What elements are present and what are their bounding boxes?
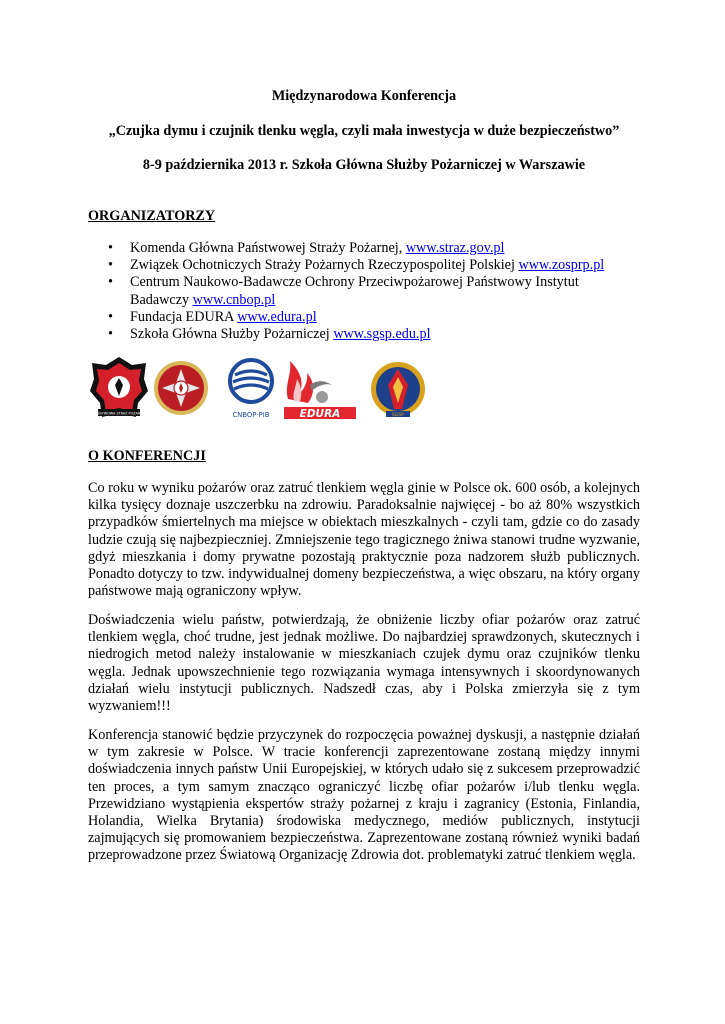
organizer-name: Szkoła Główna Służby Pożarniczej [130, 326, 334, 343]
cnbop-logo [224, 355, 278, 421]
organizer-link[interactable]: www.zosprp.pl [518, 257, 605, 274]
bullet-icon: • [108, 240, 113, 256]
psp-logo [88, 355, 150, 421]
organizer-name: Komenda Główna Państwowej Straży Pożarnej, [130, 240, 406, 256]
organizers-list [88, 240, 640, 343]
conference-name-title: „Czujka dymu i czujnik tlenku węgla, czyli mała inwestycja w duże bezpieczeństwo” [108, 123, 620, 139]
conference-date-venue: 8-9 października 2013 r. Szkoła Główna Służby Pożarniczej w Warszawie [142, 157, 586, 173]
edura-logo [280, 355, 360, 421]
list-item [88, 240, 640, 257]
about-paragraph-2: Doświadczenia wielu państw, potwierdzają, że obniżenie liczby ofiar pożarów oraz zatruć tlenkiem węgla, choć trudne, jest jednak możliwe. Do najbardziej sprawdzonych, skutecznych i niedrogich metod należy instalowanie w mieszkaniach czujek dymu oraz czujników tlenku węgla. Jednak upowszechnienie tego rozwiązania wymaga intensywnych i skoordynowanych działań wielu instytucji publicznych. Nadszedł czas, aby i Polska zmierzyła się z tym wyzwaniem!!! [88, 612, 640, 715]
organizer-name: Centrum Naukowo-Badawcze Ochrony Przeciwpożarowej Państwowy Instytut Badawczy [130, 274, 579, 308]
bullet-icon: • [108, 308, 113, 325]
about-paragraph-3: Konferencja stanowić będzie przyczynek do rozpoczęcia poważnej dyskusji, a następnie działań w tym zakresie w Polsce. W tracie konferencji zaprezentowane zostaną między innymi doświadczenia innych państw Unii Europejskiej, w których udało się z sukcesem przeprowadzić ten proces, a tym samym znacząco ograniczyć liczbę ofiar pożarów i/lub tlenku węgla. Przewidziano wystąpienia ekspertów straży pożarnej z kraju i zagranicy (Estonia, Finlandia, Holandia, Wielka Brytania) środowiska medycznego, mediów publicznych, instytucji zajmujących się promowaniem bezpieczeństwa. Zaprezentowane zostaną również wyniki badań przeprowadzone przez Światową Organizację Zdrowia dot. problematyki zatruć tlenkiem węgla. [88, 727, 640, 864]
smoke-icon [310, 381, 332, 391]
list-item [88, 274, 640, 308]
sgsp-logo [368, 355, 428, 421]
list-item [88, 257, 640, 274]
about-paragraph-1: Co roku w wyniku pożarów oraz zatruć tlenkiem węgla ginie w Polsce ok. 600 osób, a kolejnych kilka tysięcy doznaje uszczerbku na zdrowiu. Paradoksalnie najwięcej - bo aż 80% wszystkich przypadków śmiertelnych ma miejsce w obiektach mieszkalnych - czyli tam, gdzie co do zasady ludzie czują się najbezpieczniej. Zmniejszenie tego tragicznego żniwa stanowi trudne wyzwanie, gdyż mieszkania i domy prywatne pozostają praktycznie poza nadzorem służb publicznych. Ponadto dotyczy to tzw. indywidualnej domeny bezpieczeństwa, a więc obszaru, na który organy państwowe mają ograniczony wpływ. [88, 480, 640, 600]
bullet-icon: • [108, 274, 113, 291]
organizer-name: Fundacja EDURA [130, 308, 238, 325]
bullet-icon: • [108, 326, 113, 343]
about-heading: O KONFERENCJI [88, 448, 206, 464]
organizer-name: Związek Ochotniczych Straży Pożarnych Rzeczypospolitej Polskiej [130, 257, 519, 274]
conference-type-title: Międzynarodowa Konferencja [271, 88, 457, 104]
organizers-heading: ORGANIZATORZY [88, 208, 216, 224]
sgsp-logo-text: SGSP [392, 413, 404, 418]
organizer-logos [88, 355, 640, 425]
organizer-link[interactable]: www.sgsp.edu.pl [333, 326, 431, 343]
bullet-icon: • [108, 257, 113, 274]
psp-logo-text: PAŃSTWOWA STRAŻ POŻARNA [92, 411, 146, 416]
zosp-logo [150, 355, 212, 421]
cnbop-logo-text: CNBOP-PIB [232, 411, 270, 419]
list-item [88, 326, 640, 343]
edura-logo-text: EDURA [299, 408, 341, 420]
smoke-puff-icon [316, 391, 328, 403]
organizer-link[interactable]: www.edura.pl [237, 308, 317, 325]
organizer-link[interactable]: www.straz.gov.pl [405, 240, 505, 256]
list-item [88, 309, 640, 326]
organizer-link[interactable]: www.cnbop.pl [192, 291, 276, 308]
